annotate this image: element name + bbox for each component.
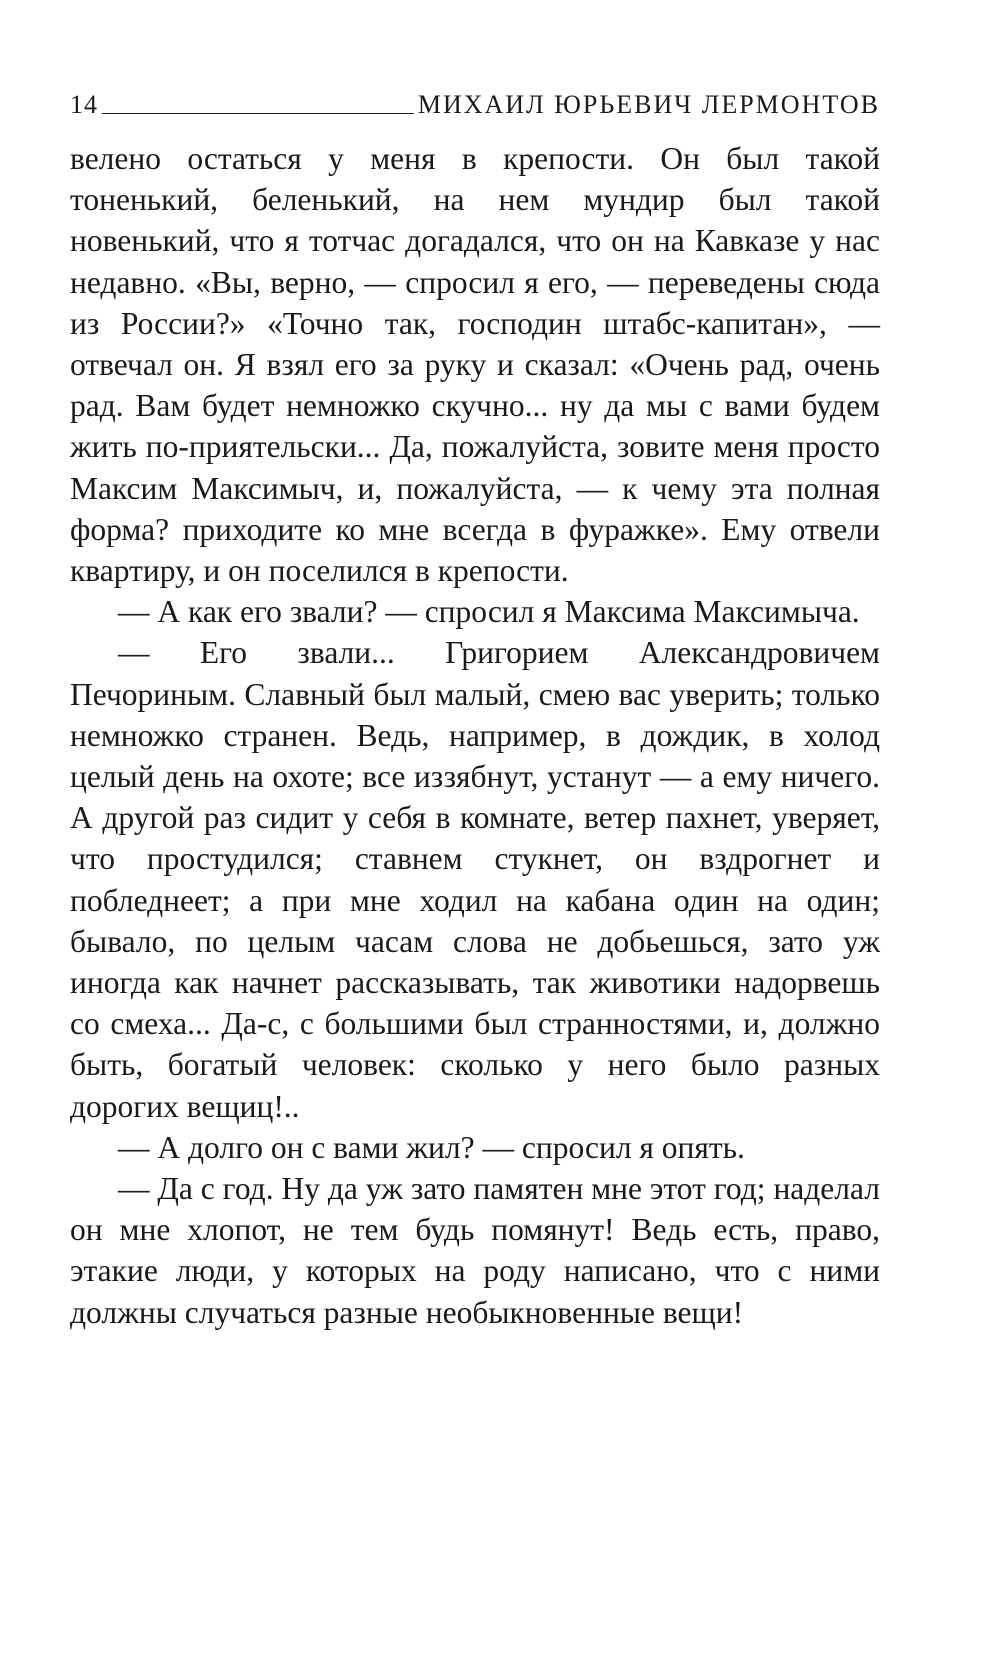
header-rule: [102, 113, 414, 114]
paragraph-dialogue: — Его звали... Григорием Александровичем Печориным. Славный был малый, смею вас уверить; только немножко странен. Ведь, например, в дождик, в холод целый день на охоте; все иззябнут, устанут — а ему ничего. А другой раз сидит у себя в комнате, ветер пахнет, уверяет, что простудился; ставнем стукнет, он вздрогнет и побледнеет; а при мне ходил на кабана один на один; бывало, по целым часам слова не добьешься, зато уж иногда как начнет рассказывать, так животики надорвешь со смеха... Да-с, с большими был странностями, и, должно быть, богатый человек: сколько у него было разных дорогих вещиц!..: [70, 635, 880, 1124]
running-title: МИХАИЛ ЮРЬЕВИЧ ЛЕРМОНТОВ: [417, 90, 880, 119]
running-header: [70, 80, 880, 120]
paragraph-continuation: велено остаться у меня в крепости. Он был такой тоненький, беленький, на нем мундир был такой новенький, что я тотчас догадался, что он на Кавказе у нас недавно. «Вы, верно, — спросил я его, — переведены сюда из России?» «Точно так, господин штабс-капитан», — отвечал он. Я взял его за руку и сказал: «Очень рад, очень рад. Вам будет немножко скучно... ну да мы с вами будем жить по-приятельски... Да, пожалуйста, зовите меня просто Максим Максимыч, и, пожалуйста, — к чему эта полная форма? приходите ко мне всегда в фуражке». Ему отвели квартиру, и он поселился в крепости.: [70, 141, 880, 589]
paragraph-dialogue: — Да с год. Ну да уж зато памятен мне этот год; наделал он мне хлопот, не тем будь помянут! Ведь есть, право, этакие люди, у которых на роду написано, что с ними должны случаться разные необыкновенные вещи!: [70, 1171, 880, 1330]
paragraph-dialogue: — А как его звали? — спросил я Максима Максимыча.: [118, 594, 860, 630]
paragraph-dialogue: — А долго он с вами жил? — спросил я опять.: [118, 1129, 745, 1165]
text-body: [70, 138, 880, 1333]
page-number: 14: [70, 90, 98, 119]
